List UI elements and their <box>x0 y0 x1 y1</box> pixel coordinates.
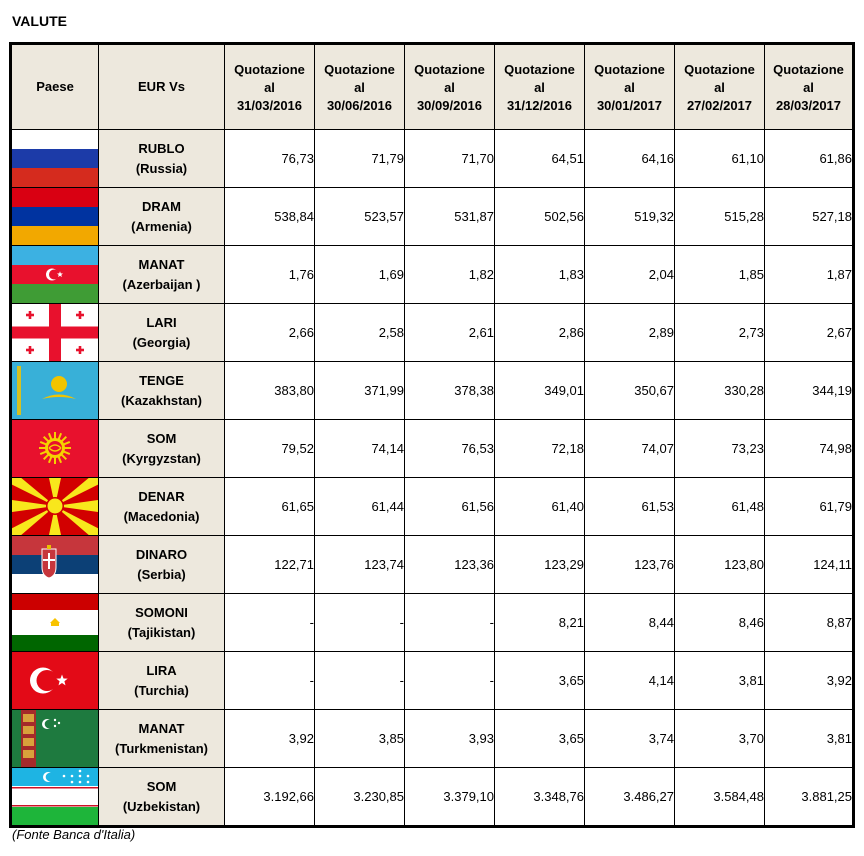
rate-cell: 123,80 <box>675 536 765 594</box>
flag-cell <box>11 130 99 188</box>
source-note: (Fonte Banca d'Italia) <box>12 827 136 842</box>
currency-country: (Turchia) <box>134 682 189 698</box>
rate-cell: 378,38 <box>405 362 495 420</box>
flag-cell <box>11 420 99 478</box>
rate-cell: 3,85 <box>315 710 405 768</box>
rate-cell: 2,67 <box>765 304 854 362</box>
rate-cell: 8,21 <box>495 594 585 652</box>
rate-cell: 64,51 <box>495 130 585 188</box>
rate-cell: 2,66 <box>225 304 315 362</box>
currency-country: (Russia) <box>135 160 188 176</box>
page-title: VALUTE <box>12 13 67 29</box>
rate-cell: 383,80 <box>225 362 315 420</box>
table-row-3 <box>11 304 854 362</box>
header-date: Quotazione al 30/09/2016 <box>405 44 495 130</box>
rate-cell: 527,18 <box>765 188 854 246</box>
kyrgyzstan-flag-icon <box>12 420 98 477</box>
rate-cell: 61,79 <box>765 478 854 536</box>
rate-cell: 3,92 <box>225 710 315 768</box>
rate-cell: 76,73 <box>225 130 315 188</box>
flag-cell <box>11 362 99 420</box>
russia-flag-icon <box>12 130 98 187</box>
rate-cell: 1,69 <box>315 246 405 304</box>
flag-cell <box>11 246 99 304</box>
currency-cell <box>99 594 225 652</box>
rate-cell: 344,19 <box>765 362 854 420</box>
rate-cell: 64,16 <box>585 130 675 188</box>
rate-cell: 8,87 <box>765 594 854 652</box>
rate-cell: 79,52 <box>225 420 315 478</box>
serbia-flag-icon <box>12 536 98 593</box>
table-row-10 <box>11 710 854 768</box>
rate-cell: 3,81 <box>675 652 765 710</box>
table-row-5 <box>11 420 854 478</box>
rate-cell: 71,70 <box>405 130 495 188</box>
rate-cell: 61,53 <box>585 478 675 536</box>
table-row-6 <box>11 478 854 536</box>
currency-country: (Turkmenistan) <box>115 740 208 756</box>
table-row-8 <box>11 594 854 652</box>
currency-cell <box>99 130 225 188</box>
currency-cell <box>99 478 225 536</box>
currency-cell <box>99 768 225 827</box>
rate-cell: 123,36 <box>405 536 495 594</box>
rate-cell: 3,81 <box>765 710 854 768</box>
header-currency: EUR Vs <box>99 44 225 130</box>
currency-cell <box>99 188 225 246</box>
rate-cell: 61,10 <box>675 130 765 188</box>
rate-cell: 3,65 <box>495 710 585 768</box>
currency-country: (Azerbaijan ) <box>122 276 201 292</box>
rate-cell: 1,82 <box>405 246 495 304</box>
flag-cell <box>11 652 99 710</box>
rate-cell: 3.379,10 <box>405 768 495 827</box>
rate-cell: 72,18 <box>495 420 585 478</box>
rate-cell: 330,28 <box>675 362 765 420</box>
currency-country: (Uzbekistan) <box>122 798 201 814</box>
rate-cell: 3.486,27 <box>585 768 675 827</box>
rate-cell: 4,14 <box>585 652 675 710</box>
currency-name: MANAT <box>138 720 185 736</box>
currency-cell <box>99 246 225 304</box>
rate-cell: 1,76 <box>225 246 315 304</box>
rate-cell: - <box>405 652 495 710</box>
rate-cell: 74,98 <box>765 420 854 478</box>
rate-cell: 523,57 <box>315 188 405 246</box>
currency-country: (Macedonia) <box>123 508 200 524</box>
currency-name: LARI <box>146 314 177 330</box>
currency-name: MANAT <box>138 256 185 272</box>
rate-cell: 61,65 <box>225 478 315 536</box>
rate-cell: - <box>225 652 315 710</box>
rate-cell: 123,76 <box>585 536 675 594</box>
table-row-1 <box>11 188 854 246</box>
header-date: Quotazione al 30/06/2016 <box>315 44 405 130</box>
currency-name: LIRA <box>146 662 177 678</box>
turkmenistan-flag-icon <box>12 710 98 767</box>
currency-name: DINARO <box>135 546 188 562</box>
header-row <box>11 44 854 130</box>
rate-cell: 515,28 <box>675 188 765 246</box>
header-date: Quotazione al 27/02/2017 <box>675 44 765 130</box>
rate-cell: 349,01 <box>495 362 585 420</box>
flag-cell <box>11 536 99 594</box>
exchange-rate-table <box>9 42 855 828</box>
tajikistan-flag-icon <box>12 594 98 651</box>
macedonia-flag-icon <box>12 478 98 535</box>
header-date: Quotazione al 31/12/2016 <box>495 44 585 130</box>
rate-cell: 2,61 <box>405 304 495 362</box>
currency-cell <box>99 420 225 478</box>
georgia-flag-icon <box>12 304 98 361</box>
rate-cell: 502,56 <box>495 188 585 246</box>
rate-cell: 2,04 <box>585 246 675 304</box>
rate-cell: 1,83 <box>495 246 585 304</box>
rate-cell: 350,67 <box>585 362 675 420</box>
header-date: Quotazione al 30/01/2017 <box>585 44 675 130</box>
rate-cell: 2,58 <box>315 304 405 362</box>
currency-cell <box>99 536 225 594</box>
flag-cell <box>11 710 99 768</box>
rate-cell: 61,44 <box>315 478 405 536</box>
currency-name: DENAR <box>138 488 185 504</box>
currency-country: (Tajikistan) <box>127 624 196 640</box>
rate-cell: 2,73 <box>675 304 765 362</box>
uzbekistan-flag-icon <box>12 768 98 825</box>
currency-name: DRAM <box>142 198 181 214</box>
currency-country: (Kazakhstan) <box>121 392 202 408</box>
rate-cell: 73,23 <box>675 420 765 478</box>
currency-name: SOM <box>146 778 177 794</box>
rate-cell: 1,87 <box>765 246 854 304</box>
rate-cell: 519,32 <box>585 188 675 246</box>
rate-cell: 1,85 <box>675 246 765 304</box>
rate-cell: 3.230,85 <box>315 768 405 827</box>
rate-cell: 3,70 <box>675 710 765 768</box>
rate-cell: 61,48 <box>675 478 765 536</box>
rate-cell: 3,92 <box>765 652 854 710</box>
currency-cell <box>99 710 225 768</box>
flag-cell <box>11 304 99 362</box>
rate-cell: 531,87 <box>405 188 495 246</box>
rate-cell: 74,14 <box>315 420 405 478</box>
rate-cell: 123,74 <box>315 536 405 594</box>
table-row-2 <box>11 246 854 304</box>
table-row-4 <box>11 362 854 420</box>
rate-cell: 61,56 <box>405 478 495 536</box>
flag-cell <box>11 768 99 827</box>
currency-name: RUBLO <box>138 140 185 156</box>
rate-cell: - <box>405 594 495 652</box>
rate-cell: 2,89 <box>585 304 675 362</box>
rate-cell: 3.584,48 <box>675 768 765 827</box>
table-row-9 <box>11 652 854 710</box>
kazakhstan-flag-icon <box>12 362 98 419</box>
rate-cell: 74,07 <box>585 420 675 478</box>
currency-country: (Serbia) <box>137 566 186 582</box>
rate-cell: 61,86 <box>765 130 854 188</box>
table-row-7 <box>11 536 854 594</box>
header-country: Paese <box>11 44 99 130</box>
rate-cell: - <box>315 594 405 652</box>
rate-cell: 124,11 <box>765 536 854 594</box>
rate-cell: 123,29 <box>495 536 585 594</box>
currency-country: (Armenia) <box>131 218 192 234</box>
currency-cell <box>99 304 225 362</box>
rate-cell: 3.192,66 <box>225 768 315 827</box>
currency-name: SOMONI <box>135 604 188 620</box>
flag-cell <box>11 188 99 246</box>
currency-country: (Georgia) <box>132 334 191 350</box>
flag-cell <box>11 478 99 536</box>
rate-cell: 8,44 <box>585 594 675 652</box>
currency-name: TENGE <box>139 372 184 388</box>
rate-cell: 3.348,76 <box>495 768 585 827</box>
rate-cell: 371,99 <box>315 362 405 420</box>
rate-cell: 3.881,25 <box>765 768 854 827</box>
rate-cell: - <box>225 594 315 652</box>
rate-cell: 2,86 <box>495 304 585 362</box>
table-row-0 <box>11 130 854 188</box>
azerbaijan-flag-icon <box>12 246 98 303</box>
currency-cell <box>99 362 225 420</box>
flag-cell <box>11 594 99 652</box>
rate-cell: 61,40 <box>495 478 585 536</box>
header-date: Quotazione al 31/03/2016 <box>225 44 315 130</box>
rate-cell: 71,79 <box>315 130 405 188</box>
rate-cell: 3,93 <box>405 710 495 768</box>
rate-cell: 3,65 <box>495 652 585 710</box>
currency-name: SOM <box>146 430 177 446</box>
header-date: Quotazione al 28/03/2017 <box>765 44 854 130</box>
currency-country: (Kyrgyzstan) <box>122 450 201 466</box>
table-row-11 <box>11 768 854 827</box>
rate-cell: 3,74 <box>585 710 675 768</box>
turkey-flag-icon <box>12 652 98 709</box>
rate-cell: 538,84 <box>225 188 315 246</box>
currency-cell <box>99 652 225 710</box>
rate-cell: - <box>315 652 405 710</box>
rate-cell: 122,71 <box>225 536 315 594</box>
rate-cell: 76,53 <box>405 420 495 478</box>
rate-cell: 8,46 <box>675 594 765 652</box>
armenia-flag-icon <box>12 188 98 245</box>
